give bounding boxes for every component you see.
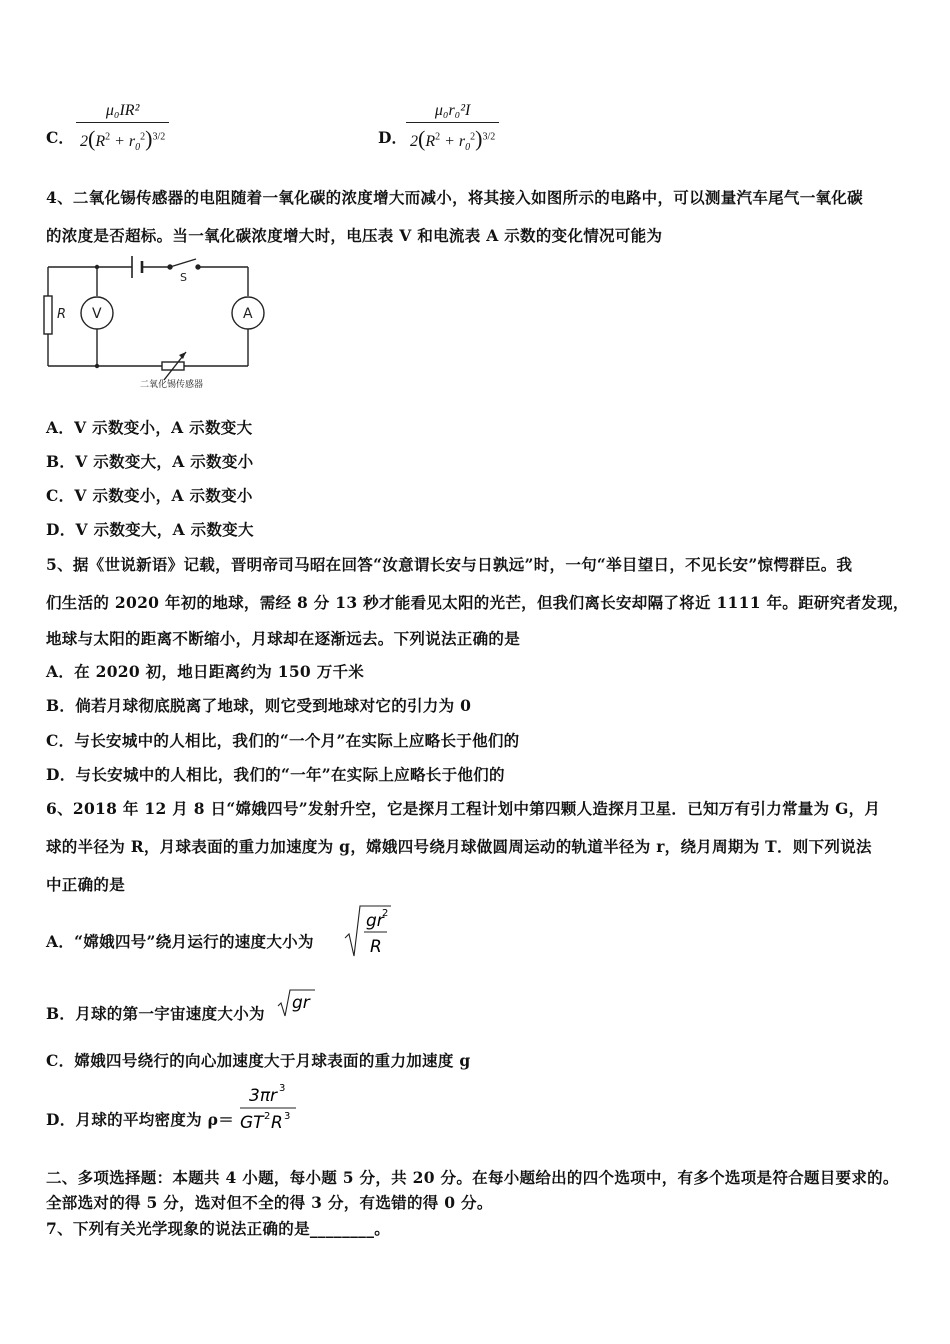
svg-text:gr: gr [292,993,310,1013]
q5-option-b: B．倘若月球彻底脱离了地球，则它受到地球对它的引力为 0 [46,696,472,715]
q6-stem-line-1: 6、2018 年 12 月 8 日“嫦娥四号”发射升空，它是探月工程计划中第四颗人造探月卫星．已知万有引力常量为 G，月 [46,799,881,818]
q3-option-d-formula: $\frac{\text{μ₀r₀²I}}{2(R^2 + r_0^2)^{3/2}}$ [406,102,499,153]
svg-text:2: 2 [264,1111,271,1122]
q5-stem-line-1: 5、据《世说新语》记载，晋明帝司马昭在回答“汝意谓长安与日孰远”时，一句“举目望日，不见长安”惊愕群臣。我 [46,555,853,574]
q6-option-d: D．月球的平均密度为 ρ＝ [46,1110,235,1129]
q4-option-a: A．V 示数变小，A 示数变大 [46,418,253,437]
q6-option-c: C．嫦娥四号绕行的向心加速度大于月球表面的重力加速度 g [46,1051,471,1070]
svg-text:2: 2 [382,908,389,919]
density-fraction-icon [238,1082,300,1136]
svg-text:R: R [370,937,382,957]
q4-option-c: C．V 示数变小，A 示数变小 [46,486,253,505]
q3-option-d-label: D． [378,128,407,147]
q4-circuit-s-label: S [180,271,187,284]
q5-stem-line-2: 们生活的 2020 年初的地球，需经 8 分 13 秒才能看见太阳的光芒，但我们离长安却隔了将近 1111 年。距研究者发现， [46,593,909,612]
q3-option-c-formula: $\frac{\text{μ₀IR²}}{2(R^2 + r_0^2)^{3/2}}$ [76,102,169,153]
q6-option-d-formula [238,1082,300,1140]
q4-option-d: D．V 示数变大，A 示数变大 [46,520,254,539]
svg-text:3: 3 [284,1111,291,1122]
q4-circuit-a-label: A [243,306,253,322]
q4-option-b: B．V 示数变大，A 示数变小 [46,452,254,471]
q3-option-c-label: C． [46,128,74,147]
q6-stem-line-2: 球的半径为 R，月球表面的重力加速度为 g，嫦娥四号绕月球做圆周运动的轨道半径为 r，绕月周期为 T．则下列说法 [46,837,872,856]
q4-circuit-sensor-label: 二氧化锡传感器 [140,380,204,390]
q6-option-a-formula [343,904,393,964]
q4-stem-line-2: 的浓度是否超标。当一氧化碳浓度增大时，电压表 V 和电流表 A 示数的变化情况可能为 [46,226,663,245]
sqrt-symbol-icon [343,904,393,960]
q4-circuit-v-label: V [92,306,102,322]
svg-text:3: 3 [279,1083,286,1094]
section-2-heading-line-2: 全部选对的得 5 分，选对但不全的得 3 分，有选错的得 0 分。 [46,1193,493,1212]
q4-stem-line-1: 4、二氧化锡传感器的电阻随着一氧化碳的浓度增大而减小，将其接入如图所示的电路中，可以测量汽车尾气一氧化碳 [46,188,863,207]
q6-option-b-formula [277,988,317,1022]
q5-stem-line-3: 地球与太阳的距离不断缩小，月球却在逐渐远去。下列说法正确的是 [46,629,521,648]
svg-text:gr: gr [366,911,384,931]
q6-stem-line-3: 中正确的是 [46,875,126,894]
q5-option-c: C．与长安城中的人相比，我们的“一个月”在实际上应略长于他们的 [46,731,520,750]
svg-text:3πr: 3πr [249,1086,278,1106]
q5-option-d: D．与长安城中的人相比，我们的“一年”在实际上应略长于他们的 [46,765,505,784]
q6-option-b: B．月球的第一宇宙速度大小为 [46,1004,265,1023]
q6-option-a: A．“嫦娥四号”绕月运行的速度大小为 [46,932,314,951]
q3-option-d-numerator: μ₀r₀²I [434,102,471,119]
svg-text:R: R [271,1113,283,1133]
svg-text:GT: GT [240,1113,264,1133]
q3-option-c-numerator: μ₀IR² [105,102,140,119]
q5-option-a: A．在 2020 初，地日距离约为 150 万千米 [46,662,365,681]
q4-circuit-r-label: R [57,307,67,322]
section-2-heading-line-1: 二、多项选择题：本题共 4 小题，每小题 5 分，共 20 分。在每小题给出的四个选项中，有多个选项是符合题目要求的。 [46,1168,899,1187]
sqrt-gr-icon [277,988,317,1018]
q4-circuit-diagram [40,252,290,394]
q7-stem: 7、下列有关光学现象的说法正确的是________。 [46,1219,391,1238]
